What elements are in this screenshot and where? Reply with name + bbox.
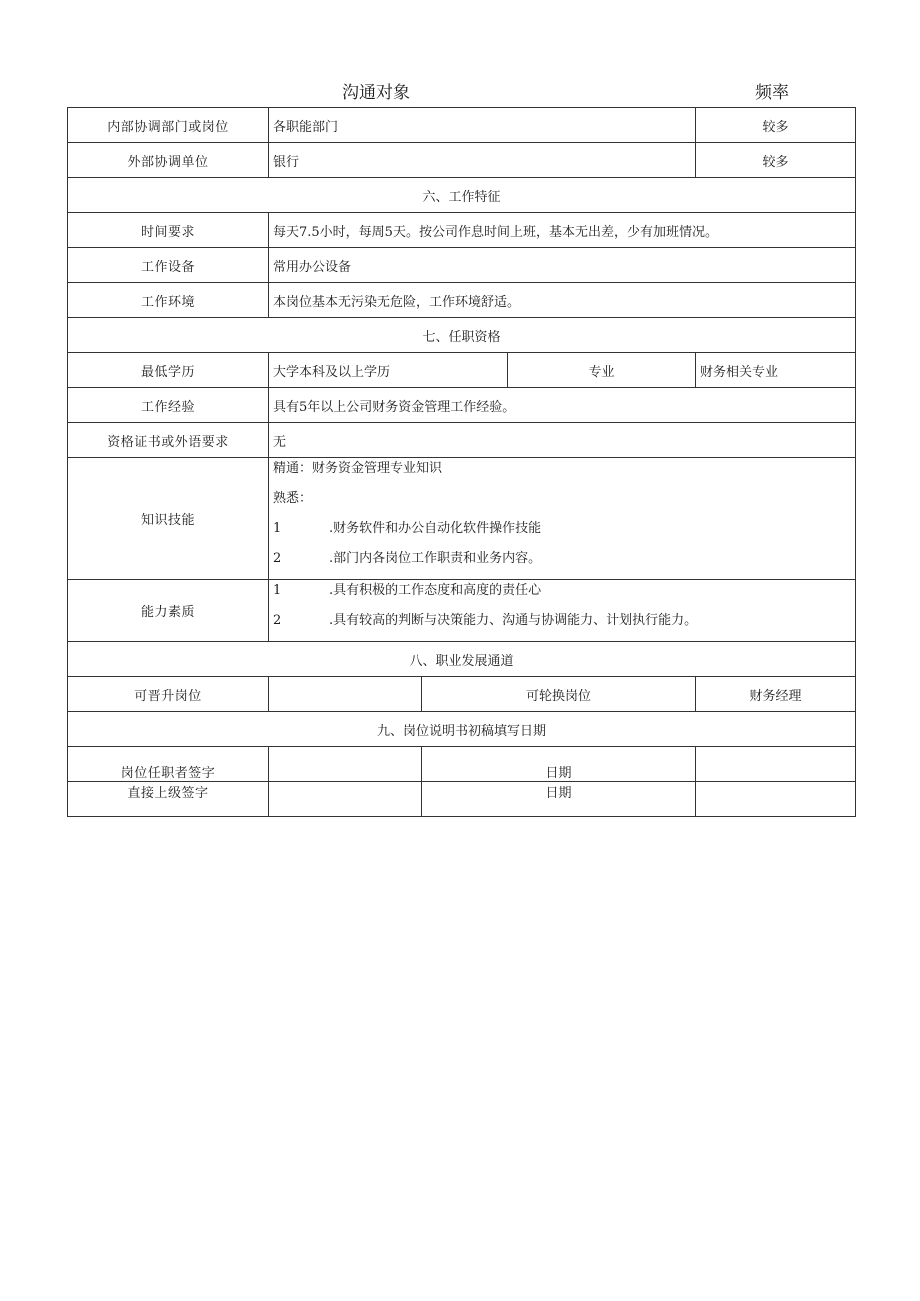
incumbent-date-label: 日期: [422, 747, 696, 782]
education-label: 最低学历: [68, 353, 269, 388]
work-equipment-label: 工作设备: [68, 248, 269, 283]
certificate-value: 无: [269, 423, 856, 458]
supervisor-signature-label: 直接上级签字: [68, 782, 269, 817]
knowledge-skills-value: [269, 458, 856, 580]
list-item: 2 .具有较高的判断与决策能力、沟通与协调能力、计划执行能力。: [273, 612, 698, 628]
table-row: [68, 747, 856, 782]
list-item: 1 .财务软件和办公自动化软件操作技能: [273, 520, 542, 536]
table-row: [68, 353, 856, 388]
knowledge-skills-label: 知识技能: [68, 458, 269, 580]
table-row: [68, 782, 856, 817]
list-item: 1 .具有积极的工作态度和高度的责任心: [273, 582, 542, 598]
major-value: 财务相关专业: [696, 353, 856, 388]
section-title-draft-date: 九、岗位说明书初稿填写日期: [68, 712, 856, 747]
rotation-label: 可轮换岗位: [422, 677, 696, 712]
header-frequency: 频率: [755, 83, 789, 103]
table-row: [68, 318, 856, 353]
internal-coordination-value: 各职能部门: [269, 108, 696, 143]
table-row: [68, 143, 856, 178]
work-environment-label: 工作环境: [68, 283, 269, 318]
ability-label: 能力素质: [68, 580, 269, 642]
external-coordination-frequency: 较多: [696, 143, 856, 178]
time-requirement-value: 每天7.5小时，每周5天。按公司作息时间上班，基本无出差，少有加班情况。: [269, 213, 856, 248]
knowledge-line-proficient: 精通：财务资金管理专业知识: [273, 460, 443, 476]
time-requirement-label: 时间要求: [68, 213, 269, 248]
table-row: [68, 642, 856, 677]
table-row: [68, 213, 856, 248]
table-row: [68, 677, 856, 712]
header-communication-target: 沟通对象: [342, 83, 410, 103]
table-top-header: [67, 78, 855, 104]
external-coordination-label: 外部协调单位: [68, 143, 269, 178]
table-row: [68, 178, 856, 213]
certificate-label: 资格证书或外语要求: [68, 423, 269, 458]
internal-coordination-frequency: 较多: [696, 108, 856, 143]
major-label: 专业: [508, 353, 696, 388]
supervisor-date-field[interactable]: [696, 782, 856, 817]
incumbent-signature-field[interactable]: [269, 747, 422, 782]
list-item: 2 .部门内各岗位工作职责和业务内容。: [273, 550, 542, 566]
job-description-table: [67, 107, 856, 817]
ability-value: [269, 580, 856, 642]
work-equipment-value: 常用办公设备: [269, 248, 856, 283]
table-row: [68, 248, 856, 283]
table-row: [68, 458, 856, 580]
incumbent-date-field[interactable]: [696, 747, 856, 782]
rotation-value: 财务经理: [696, 677, 856, 712]
table-row: [68, 283, 856, 318]
education-value: 大学本科及以上学历: [269, 353, 508, 388]
table-row: [68, 423, 856, 458]
section-title-work-characteristics: 六、工作特征: [68, 178, 856, 213]
knowledge-line-familiar: 熟悉：: [273, 490, 313, 506]
supervisor-date-label: 日期: [422, 782, 696, 817]
table-row: [68, 108, 856, 143]
table-row: [68, 580, 856, 642]
experience-value: 具有5年以上公司财务资金管理工作经验。: [269, 388, 856, 423]
incumbent-signature-label: 岗位任职者签字: [68, 747, 269, 782]
external-coordination-value: 银行: [269, 143, 696, 178]
table-row: [68, 388, 856, 423]
promotion-value: [269, 677, 422, 712]
internal-coordination-label: 内部协调部门或岗位: [68, 108, 269, 143]
section-title-career-path: 八、职业发展通道: [68, 642, 856, 677]
promotion-label: 可晋升岗位: [68, 677, 269, 712]
table-row: [68, 712, 856, 747]
work-environment-value: 本岗位基本无污染无危险，工作环境舒适。: [269, 283, 856, 318]
experience-label: 工作经验: [68, 388, 269, 423]
supervisor-signature-field[interactable]: [269, 782, 422, 817]
section-title-qualifications: 七、任职资格: [68, 318, 856, 353]
